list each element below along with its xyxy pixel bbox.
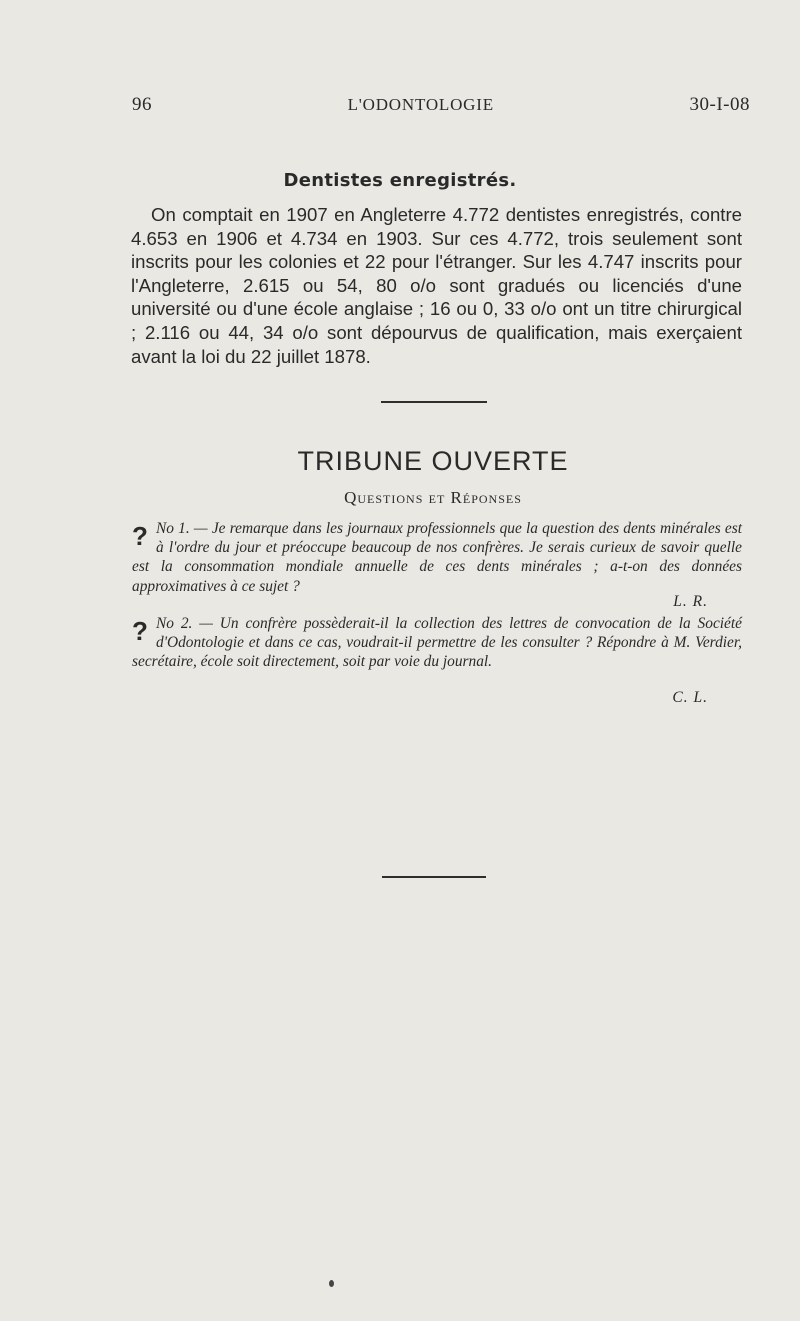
- tribune-title: TRIBUNE OUVERTE: [297, 446, 569, 476]
- running-head: [132, 94, 750, 116]
- section-body: On comptait en 1907 en Angleterre 4.772 dentistes enregistrés, contre 4.653 en 1906 et 4.734 en 1903. Sur ces 4.772, trois seulement sont inscrits pour les colonies et 22 pour l'étranger. Sur les 4.747 inscrits pour l'Angleterre, 2.615 ou 54, 80 o/o sont gradués ou licenciés d'une université ou d'une école anglaise ; 16 ou 0, 33 o/o ont un titre chirurgical ; 2.116 ou 44, 34 o/o sont dépourvus de qualification, mais exerçaient avant la loi du 22 juillet 1878.: [131, 204, 742, 367]
- question-mark-icon: ?: [132, 616, 148, 646]
- question-1-signature: L. R.: [673, 593, 708, 610]
- tribune-subtitle: Questions et Réponses: [344, 488, 522, 507]
- question-mark-icon: ?: [132, 521, 148, 551]
- ink-spot: [329, 1280, 334, 1287]
- question-2-text: No 2. — Un confrère possèderait-il la collection des lettres de convocation de la Société d'Odontologie et dans ce cas, voudrait-il permettre de les consulter ? Répondre à M. Verdier, secrétaire, école soit directement, soit par voie du journal.: [132, 615, 742, 671]
- page-number: 96: [132, 94, 152, 115]
- question-1-text: No 1. — Je remarque dans les journaux professionnels que la question des dents minérales est à l'ordre du jour et préoccupe beaucoup de nos confrères. Je serais curieux de savoir quelle est la consommation mondiale annuelle de ces dents minérales ; a-t-on des données approximatives à ce sujet ?: [132, 520, 742, 595]
- journal-title: L'ODONTOLOGIE: [347, 95, 494, 114]
- question-1: [132, 519, 742, 596]
- question-2: [132, 614, 742, 672]
- section-title: Dentistes enregistrés.: [283, 170, 517, 191]
- end-divider: [382, 876, 486, 878]
- section-divider: [381, 401, 487, 403]
- question-2-signature: C. L.: [672, 689, 708, 706]
- issue-date: 30-I-08: [689, 94, 750, 115]
